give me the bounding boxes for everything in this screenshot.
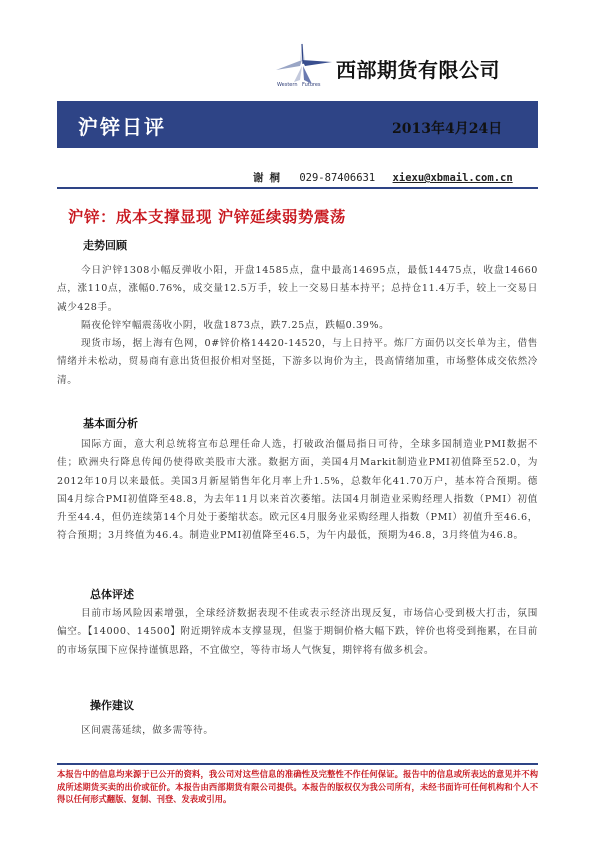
section-title-advice: 操作建议 <box>90 699 134 712</box>
paragraph: 区间震荡延续，做多需等待。 <box>81 725 214 736</box>
paragraph: 隔夜伦锌窄幅震荡收小阴，收盘1873点，跌7.25点，跌幅0.39%。 <box>81 319 390 331</box>
disclaimer-text: 本报告中的信息均来源于已公开的资料，我公司对这些信息的准确性及完整性不作任何保证。报告中的信息或所表达的意见并不构成所述期货买卖的出价或征价。本报告由西部期货有限公司提供。本报告的版权仅为我公司所有，未经书面许可任何机构和个人不得以任何形式翻版、复制、刊登、发表或引用。 <box>57 769 538 804</box>
author-line <box>253 170 513 185</box>
company-name: 西部期货有限公司 <box>336 58 500 82</box>
header-divider <box>57 187 538 189</box>
paragraph: 现货市场，据上海有色网，0#锌价格14420-14520，与上日持平。炼厂方面仍以交长单为主，借售情绪并未松动，贸易商有意出货但报价相对坚挺，下游多以询价为主，畏高情绪加重，市场整体成交依然冷清。 <box>57 338 538 386</box>
section-title-summary: 总体评述 <box>90 588 134 601</box>
logo-text-left: Western <box>277 82 298 88</box>
logo-text-right: Futures <box>302 82 321 88</box>
section-title-review: 走势回顾 <box>83 239 127 252</box>
report-title: 沪锌日评 <box>78 115 166 139</box>
article-headline: 沪锌：成本支撑显现 沪锌延续弱势震荡 <box>68 208 346 226</box>
section-body-review <box>57 262 538 390</box>
section-body-fundamentals <box>57 436 538 546</box>
author-phone: 029-87406631 <box>299 172 376 184</box>
paragraph: 国际方面，意大利总统将宣布总理任命人选，打破政治僵局指日可待，全球多国制造业PMI数据不佳；欧洲央行降息传闻仍使得欧美股市大涨。数据方面，美国4月Markit制造业PMI初值降至52.0，为2012年10月以来最低。美国3月新屋销售年化月率上升1.5%，总数年化41.70万户，基本符合预期。德国4月综合PMI初值降至48.8，为去年11月以来首次萎缩。法国4月制造业采购经理人指数（PMI）初值升至44.4，但仍连续第14个月处于萎缩状态。欧元区4月服务业采购经理人指数（PMI）初值升至46.6，符合预期；3月终值为46.4。制造业PMI初值降至46.5，为午内最低，预期为46.8，3月终值为46.8。 <box>57 439 538 542</box>
paragraph: 目前市场风险因素增强，全球经济数据表现不佳或表示经济出现反复，市场信心受到极大打击，氛围偏空。【14000、14500】附近期锌成本支撑显现，但鉴于期铜价格大幅下跌，锌价也将受到拖累，在目前的市场氛围下应保持谨慎思路，不宜做空，等待市场人气恢复，期锌将有做多机会。 <box>57 608 538 656</box>
author-name: 谢桐 <box>253 172 286 184</box>
report-date: 2013年4月24日 <box>392 121 503 137</box>
section-title-fundamentals: 基本面分析 <box>83 417 138 430</box>
section-body-advice <box>57 722 538 740</box>
author-email-link[interactable]: xiexu@xbmail.com.cn <box>392 172 513 184</box>
section-body-summary <box>57 605 538 660</box>
footer-divider <box>57 763 538 765</box>
paragraph: 今日沪锌1308小幅反弹收小阳，开盘14585点，盘中最高14695点，最低14475点，收盘14660点，涨110点，涨幅0.76%，成交量12.5万手，较上一交易日基本持平；总持仓11.4万手，较上一交易日减少428手。 <box>57 265 538 313</box>
